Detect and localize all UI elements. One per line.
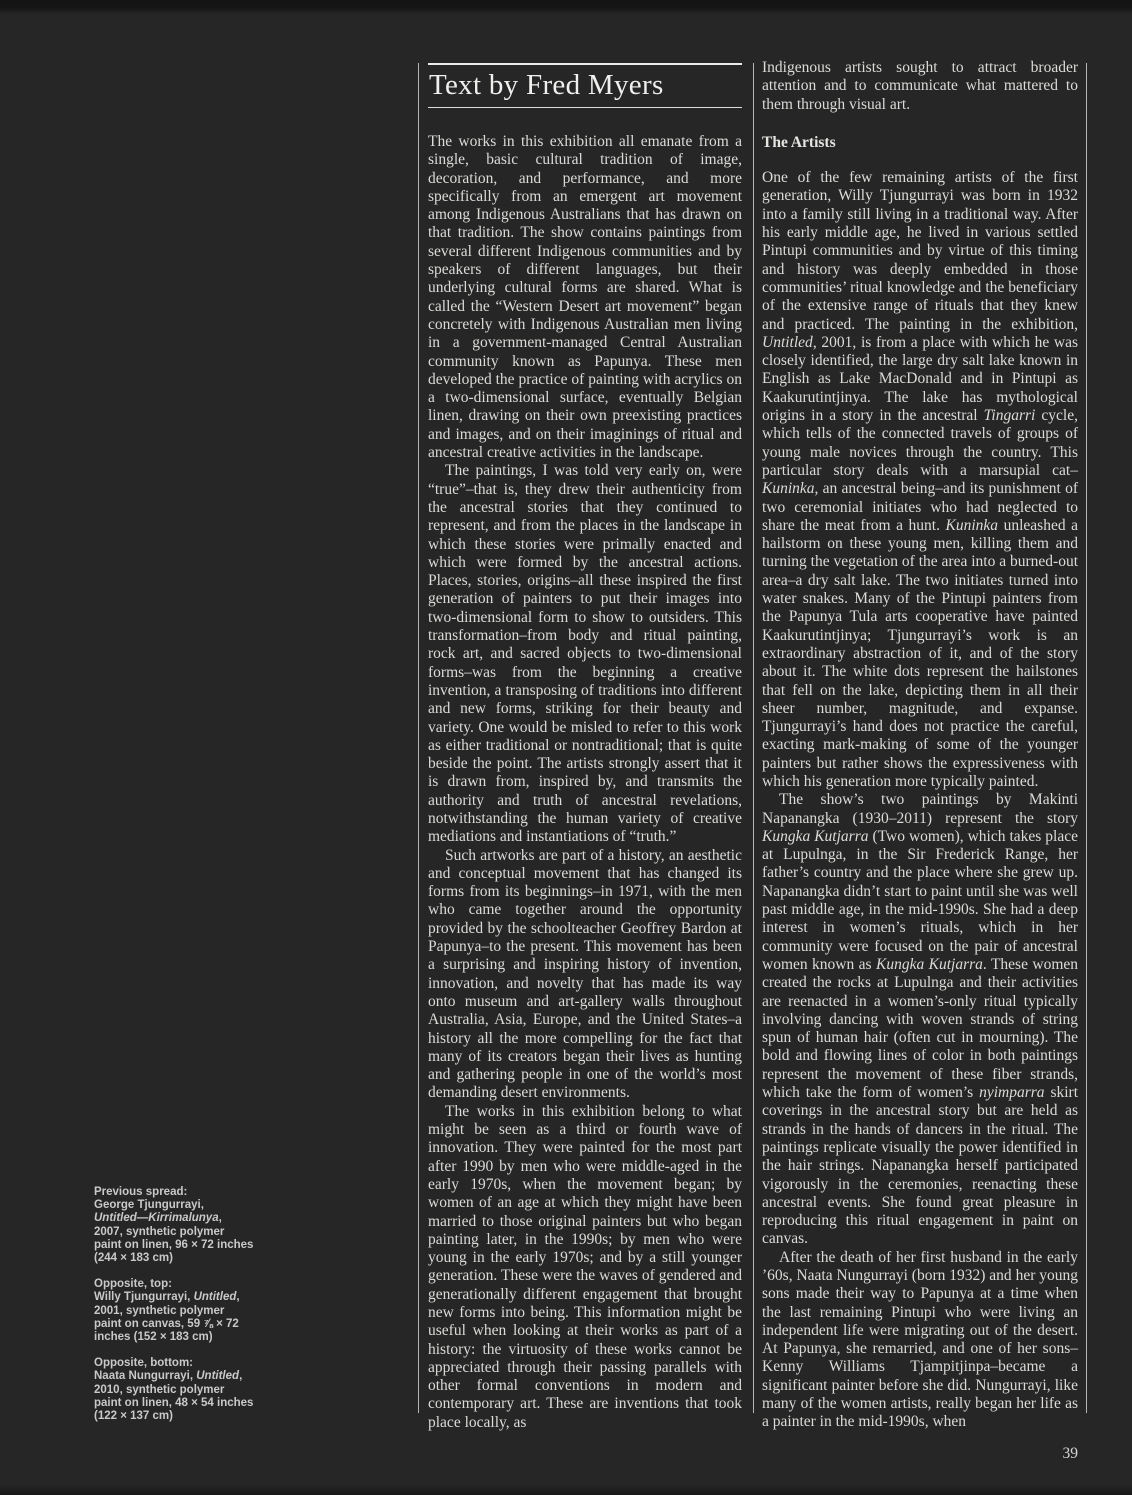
text-run: (244 × 183 cm)	[94, 1252, 173, 1265]
column-divider-rule	[753, 63, 754, 1413]
caption-line	[94, 1186, 354, 1199]
caption-line	[94, 1252, 354, 1265]
text-run: inches (152 × 183 cm)	[94, 1331, 213, 1344]
caption-line	[94, 1410, 354, 1423]
italic-text: Kungka Kutjarra	[762, 827, 869, 845]
caption-line	[94, 1384, 354, 1397]
body-paragraph	[428, 462, 742, 846]
body-paragraph	[428, 1103, 742, 1432]
italic-text: Kuninka	[762, 480, 815, 498]
text-run: Opposite, bottom:	[94, 1357, 194, 1370]
caption-line	[94, 1397, 354, 1410]
caption-line	[94, 1331, 354, 1344]
text-run: 2010, synthetic polymer	[94, 1383, 225, 1396]
text-run: (Two women), which takes place at Lupulnga, in the Sir Frederick Range, her father’s country and the place where she grew up. Napanangka didn’t start to paint until she was well past middle age, in the mid-1990s. She had a deep interest in women’s rituals, which in her community were focused on the pair of ancestral women known as	[762, 827, 1078, 973]
text-run: The works in this exhibition belong to what might be seen as a third or fourth wave of innovation. They were painted for the most part after 1990 by men who were middle-aged in the early 1970s, when the movement began; by women of an age at which they might have been married to those original painters but who began painting later, in the 1990s; by men who were young in the early 1970s; and by a still younger generation. These were the waves of gendered and generationally different engagement that brought new forms into being. This information might be useful when looking at their works as part of a history: the virtuosity of these works cannot be appreciated through their passing parallels with other formal conventions in modern and contemporary art. These are inventions that took place locally, as	[428, 1102, 742, 1431]
text-column-right	[762, 59, 1078, 1432]
caption-line	[94, 1239, 354, 1252]
caption-line	[94, 1212, 354, 1225]
text-run: The works in this exhibition all emanate from a single, basic cultural tradition of image, decoration, and performance, and more specifically from an emergent art movement among Indigenous Australians that has drawn on that tradition. The show contains paintings from several different Indigenous communities and by speakers of different languages, but their underlying cultural forms are shared. What is called the “Western Desert art movement” began concretely with Indigenous Australian men living in a government-managed Central Australian community known as Papunya. These men developed the practice of painting with acrylics on a two-dimensional surface, eventually Belgian linen, drawing on their own preexisting practices and images, and on their imaginings of ritual and ancestral creative activities in the landscape.	[428, 133, 742, 462]
text-run: George Tjungurrayi,	[94, 1199, 204, 1212]
caption-group	[94, 1278, 354, 1344]
caption-group	[94, 1186, 354, 1265]
text-run: , 2001, is from a place with which he was closely identified, the large dry salt lake known in English as Lake MacDonald and in Pintupi as Kaakurutintjinya. The lake has mythological origins in a story in the ancestral	[762, 333, 1078, 425]
page-bottom-shadow	[0, 1485, 1132, 1495]
caption-line	[94, 1305, 354, 1318]
caption-line	[94, 1291, 354, 1304]
text-run: . These women created the rocks at Lupulnga and their activities are reenacted in a women’s-only ritual typically involving dancing with woven strands of string spun of human hair (often cut in mourning). The bold and flowing lines of color in both paintings represent the movement of these fiber strands, which take the form of women’s	[762, 955, 1078, 1102]
text-run: 2007, synthetic polymer	[94, 1225, 225, 1238]
text-run: After the death of her first husband in the early ’60s, Naata Nungurrayi (born 1932) and her young sons made their way to Papunya at a time when the last remaining Pintupi who were living an independent life were migrating out of the desert. At Papunya, she remarried, and one of her sons–Kenny Williams Tjampitjinpa–became a significant painter before she did. Nungurrayi, like many of the women artists, really began her life as a painter in the mid-1990s, when	[762, 1248, 1078, 1431]
text-run: skirt coverings in the ancestral story but are held as strands in the hands of dancers in the ritual. The paintings replicate visually the power identified in the hair strings. Napanangka herself participated vigorously in the ceremonies, reenacting these ancestral events. She found great pleasure in reproducing this ritual engagement in paint on canvas.	[762, 1084, 1078, 1248]
text-run: unleashed a hailstorm on these young men, killing them and turning the vegetation of the area into a burned-out area–a dry salt lake. The two initiates turned into water snakes. Many of the Pintupi painters from the Papunya Tula arts cooperative have painted Kaakurutintjinya; Tjungurrayi’s work is an extraordinary abstraction of it, and of the story about it. The white dots represent the hailstones that fell on the lake, depicting them in all their sheer number, magnitude, and expanse. Tjungurrayi’s hand does not practice the careful, exacting mark-making of some of the younger painters but rather shows the expressiveness with which his generation more typically painted.	[762, 516, 1079, 790]
text-run: , an ancestral being–and its punishment of two ceremonial initiates who had neglected to share the meat from a hunt.	[762, 480, 1078, 534]
text-run: Naata Nungurrayi,	[94, 1370, 197, 1383]
caption-group	[94, 1357, 354, 1423]
italic-text: nyimparra	[979, 1084, 1045, 1102]
text-run: Willy Tjungurrayi,	[94, 1291, 194, 1304]
page-number: 39	[1062, 1445, 1078, 1462]
italic-text: Untitled	[196, 1370, 240, 1383]
text-run: 2001, synthetic polymer	[94, 1304, 225, 1317]
body-paragraph	[428, 133, 742, 462]
text-run: The show’s two paintings by Makinti Napanangka (1930–2011) represent the story	[762, 791, 1078, 827]
caption-line	[94, 1278, 354, 1291]
text-run: paint on linen, 48 × 54 inches	[94, 1396, 254, 1409]
text-run: paint on canvas, 59 ⅞ × 72	[94, 1317, 239, 1330]
body-paragraph	[762, 59, 1078, 114]
text-run: ,	[236, 1291, 240, 1304]
margin-captions	[94, 1186, 354, 1436]
italic-text: Tingarri	[983, 407, 1036, 425]
left-column-rule	[418, 63, 419, 1413]
body-paragraph	[762, 791, 1078, 1248]
text-run: ,	[239, 1370, 243, 1383]
text-run: One of the few remaining artists of the first generation, Willy Tjungurrayi was born in 1932 into a family still living in a traditional way. After his early middle age, he lived in various settled Pintupi communities and by virtue of this timing and history was deeply embedded in those communities’ ritual knowledge and the beneficiary of the extensive range of rituals that they knew and practiced. The painting in the exhibition,	[762, 169, 1078, 333]
text-run: paint on linen, 96 × 72 inches	[94, 1238, 254, 1251]
italic-text: Untitled	[762, 333, 813, 351]
text-column-left	[428, 133, 742, 1432]
caption-line	[94, 1199, 354, 1212]
text-run: cycle, which tells of the connected travels of groups of young male novices through the country. This particular story deals with a marsupial cat–	[762, 407, 1078, 479]
body-paragraph	[428, 847, 742, 1103]
section-heading: The Artists	[762, 133, 836, 151]
caption-line	[94, 1357, 354, 1370]
text-run: Indigenous artists sought to attract broader attention and to communicate what mattered to them through visual art.	[762, 59, 1078, 113]
text-run: ,	[218, 1212, 222, 1225]
page-top-shadow	[0, 0, 1132, 14]
italic-text: Kungka Kutjarra	[876, 955, 983, 973]
body-paragraph	[762, 169, 1078, 791]
text-run: The paintings, I was told very early on, were “true”–that is, they drew their authenticity from the ancestral stories that they continued to represent, and from the places in the landscape in which these stories were primally enacted and which were formed by the ancestral actions. Places, stories, origins–all these inspired the first generation of painters to put their images into two-dimensional form to show to outsiders. This transformation–from body and ritual painting, rock art, and sacred objects to two-dimensional forms–was from the beginning a creative invention, a transposing of traditions into different and new forms, striking for their beauty and variety. One would be misled to refer to this work as either traditional or nontraditional; that is quite beside the point. The artists strongly assert that it is drawn from, inspired by, and transmits the authority and truth of ancestral revelations, notwithstanding the human variety of creative mediations and instantiations of “truth.”	[428, 462, 742, 846]
body-paragraph	[762, 1249, 1078, 1432]
title-rule-bottom	[428, 107, 742, 108]
text-run: Opposite, top:	[94, 1278, 172, 1291]
right-column-rule	[1086, 63, 1087, 1413]
caption-line	[94, 1318, 354, 1331]
caption-line	[94, 1226, 354, 1239]
article-title-block	[428, 63, 742, 108]
italic-text: Untitled	[193, 1291, 237, 1304]
text-run: Previous spread:	[94, 1186, 188, 1198]
text-run: Such artworks are part of a history, an aesthetic and conceptual movement that has changed its forms from its beginnings–in 1971, with the men who came together around the opportunity provided by the schoolteacher Geoffrey Bardon at Papunya–to the present. This movement has been a surprising and inspiring history of invention, innovation, and novelty that has made its way onto museum and art-gallery walls throughout Australia, Asia, Europe, and the United States–a history all the more compelling for the fact that many of its creators began their lives as hunting and gathering people in one of the world’s most demanding desert environments.	[428, 846, 742, 1102]
text-run: (122 × 137 cm)	[94, 1410, 173, 1423]
caption-line	[94, 1370, 354, 1383]
italic-text: Kuninka	[945, 516, 999, 534]
article-title: Text by Fred Myers	[429, 69, 664, 101]
italic-text: Untitled—Kirrimalunya	[94, 1212, 219, 1225]
